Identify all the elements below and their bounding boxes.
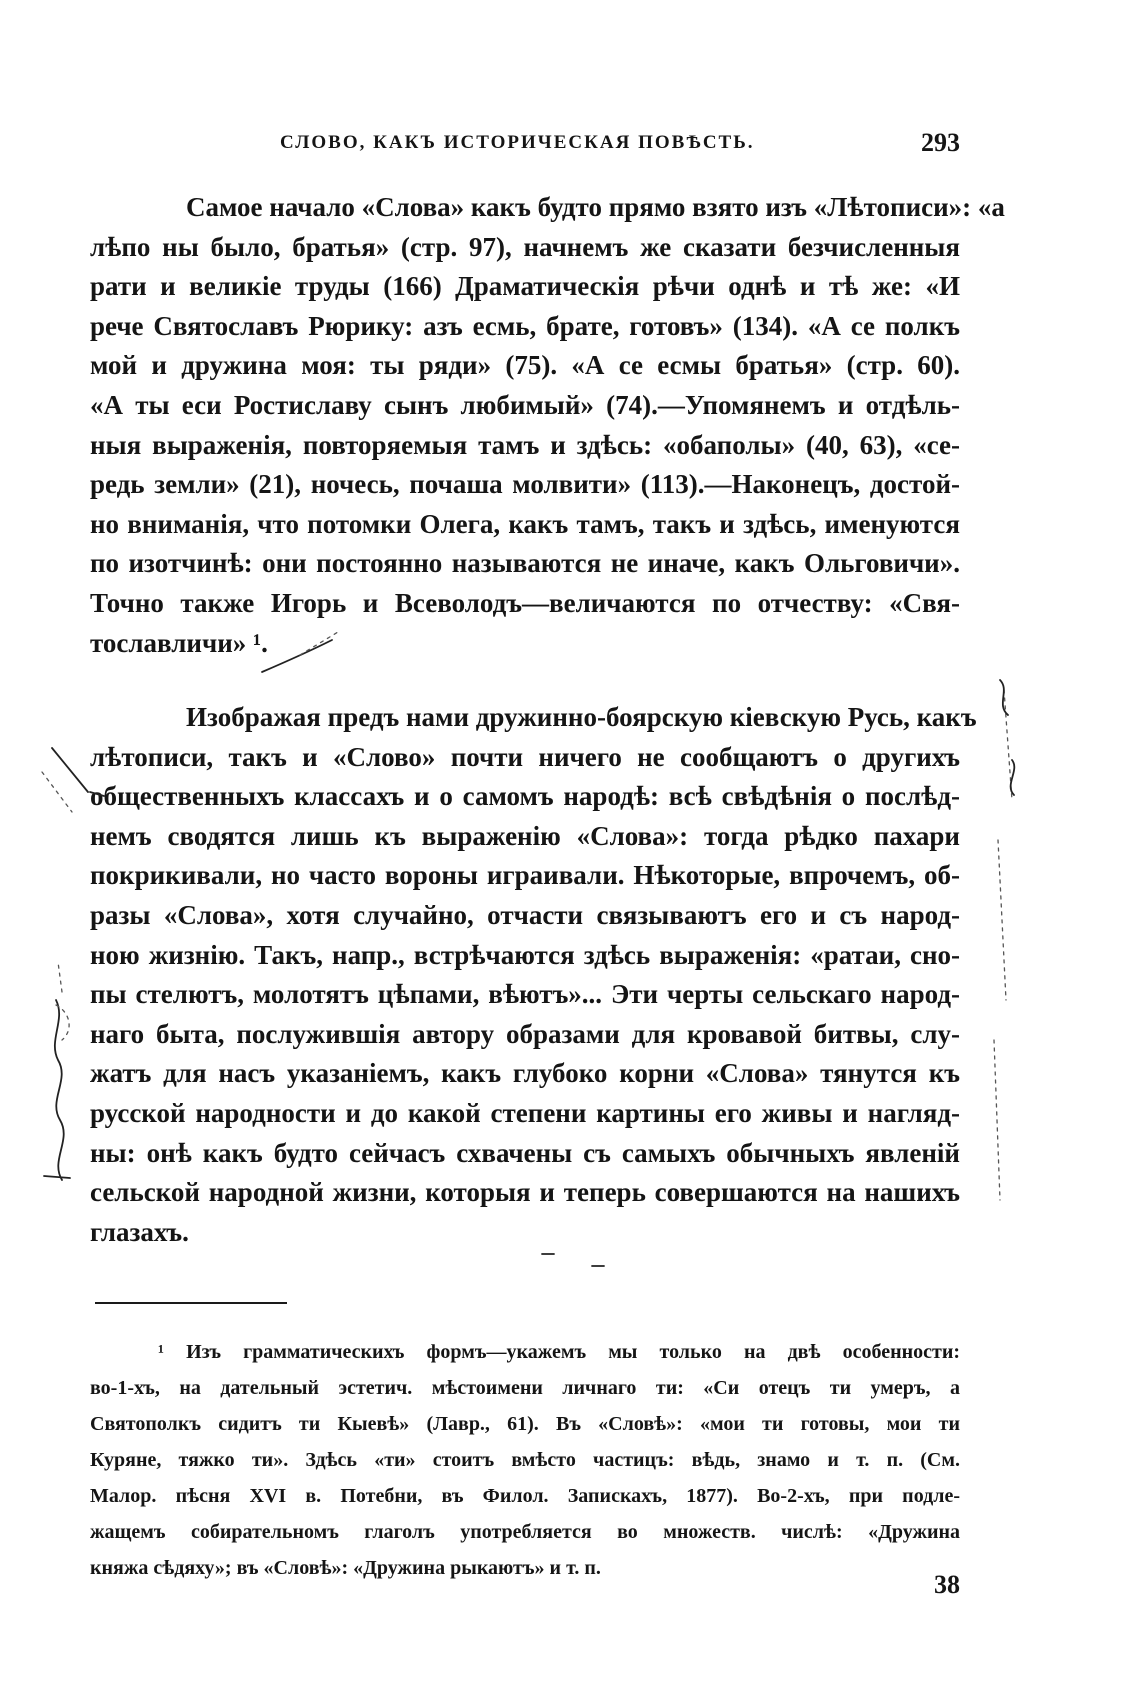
text-line: лѣтописи, такъ и «Слово» почти ничего не сообщаютъ о другихъ bbox=[90, 741, 960, 772]
text-line: пы стелютъ, молотятъ цѣпами, вѣютъ»... Эти черты сельскаго народ- bbox=[90, 979, 960, 1010]
footnote-line: ¹ Изъ грамматическихъ формъ—укажемъ мы только на двѣ особенности: bbox=[158, 1341, 960, 1363]
pencil-stroke bbox=[44, 1176, 70, 1178]
footnote-line: жащемъ собирательномъ глаголъ употребляется во множеств. числѣ: «Дружина bbox=[90, 1521, 960, 1543]
paragraph-1 bbox=[90, 188, 1005, 663]
text-line: ною жизнію. Такъ, напр., встрѣчаются здѣсь выраженія: «ратаи, сно- bbox=[90, 939, 960, 970]
text-line: но вниманія, что потомки Олега, какъ тамъ, такъ и здѣсь, именуются bbox=[90, 508, 960, 539]
text-line: лѣпо ны было, братья» (стр. 97), начнемъ же сказати безчисленныя bbox=[90, 231, 960, 262]
text-line: мой и дружина моя: ты ряди» (75). «А се есмы братья» (стр. 60). bbox=[90, 350, 960, 381]
text-line: Изображая предъ нами дружинно-боярскую кіевскую Русь, какъ bbox=[186, 702, 977, 732]
pencil-stroke bbox=[1000, 680, 1008, 715]
pencil-stroke bbox=[1011, 760, 1015, 795]
pencil-stroke bbox=[42, 772, 72, 812]
footnote-line: Куряне, тяжко ти». Здѣсь «ти» стоитъ вмѣсто частицъ: вѣдь, знамо и т. п. (См. bbox=[90, 1449, 960, 1471]
footnote-line: княжа сѣдяху»; въ «Словѣ»: «Дружина рыкаютъ» и т. п. bbox=[90, 1557, 601, 1579]
text-line: ныя выраженія, повторяемыя тамъ и здѣсь: «обаполы» (40, 63), «се- bbox=[90, 429, 960, 460]
footnote-rule bbox=[95, 1302, 287, 1304]
footnote bbox=[90, 1334, 960, 1586]
footnote-line: во-1-хъ, на дательный эстетич. мѣстоимени личнаго ти: «Си отецъ ти умеръ, а bbox=[90, 1377, 960, 1399]
pencil-stroke bbox=[58, 962, 62, 992]
text-line: русской народности и до какой степени картины его живы и нагляд- bbox=[90, 1097, 960, 1128]
pencil-stroke bbox=[998, 840, 1006, 1000]
footnote-line: Малор. пѣсня XVI в. Потебни, въ Филол. Запискахъ, 1877). Во-2-хъ, при подле- bbox=[90, 1485, 960, 1507]
text-line: Самое начало «Слова» какъ будто прямо взято изъ «Лѣтописи»: «а bbox=[186, 192, 1005, 222]
text-line: наго быта, послужившія автору образами для кровавой битвы, слу- bbox=[90, 1018, 960, 1049]
text-line: жатъ для насъ указаніемъ, какъ глубоко корни «Слова» тянутся къ bbox=[90, 1058, 960, 1089]
text-line: тославличи» ¹. bbox=[90, 627, 268, 658]
paragraph-2 bbox=[90, 698, 977, 1252]
pencil-stroke bbox=[52, 748, 88, 792]
pencil-stroke bbox=[55, 1000, 64, 1180]
text-line: «А ты еси Ростиславу сынъ любимый» (74).—Упомянемъ и отдѣль- bbox=[90, 389, 960, 420]
text-line: редь земли» (21), ночесь, почаша молвити» (113).—Наконецъ, достой- bbox=[90, 469, 960, 500]
page-number: 293 bbox=[921, 128, 960, 157]
running-head bbox=[90, 128, 960, 162]
footnote-line: Святополкъ сидитъ ти Кыевѣ» (Лавр., 61). Въ «Словѣ»: «мои ти готовы, мои ти bbox=[90, 1413, 960, 1435]
text-line: немъ сводятся лишь къ выраженію «Слова»: тогда рѣдко пахари bbox=[90, 820, 960, 851]
text-line: разы «Слова», хотя случайно, отчасти связываютъ его и съ народ- bbox=[90, 899, 960, 930]
text-line: рече Святославъ Рюрику: азъ есмь, брате, готовъ» (134). «А се полкъ bbox=[90, 310, 960, 341]
text-line: по изотчинѣ: они постоянно называются не иначе, какъ Ольговичи». bbox=[90, 548, 960, 579]
pencil-stroke bbox=[994, 1040, 1000, 1200]
running-title: СЛОВО, КАКЪ ИСТОРИЧЕСКАЯ ПОВѢСТЬ. bbox=[280, 132, 755, 153]
pencil-stroke bbox=[1004, 690, 1012, 800]
text-line: рати и великіе труды (166) Драматическія рѣчи однѣ и тѣ же: «И bbox=[90, 271, 960, 302]
text-line: сельской народной жизни, которыя и теперь совершаются на нашихъ bbox=[90, 1177, 960, 1208]
signature-mark: 38 bbox=[934, 1570, 960, 1599]
text-line: ны: онѣ какъ будто сейчасъ схвачены съ самыхъ обычныхъ явленій bbox=[90, 1137, 960, 1168]
text-line: покрикивали, но часто вороны играивали. Нѣкоторые, впрочемъ, об- bbox=[90, 860, 960, 891]
text-line: глазахъ. bbox=[90, 1216, 189, 1247]
pencil-stroke bbox=[56, 1005, 69, 1040]
text-line: Точно также Игорь и Всеволодъ—величаются по отчеству: «Свя- bbox=[90, 587, 960, 618]
text-line: общественныхъ классахъ и о самомъ народѣ: всѣ свѣдѣнія о послѣд- bbox=[90, 781, 960, 812]
